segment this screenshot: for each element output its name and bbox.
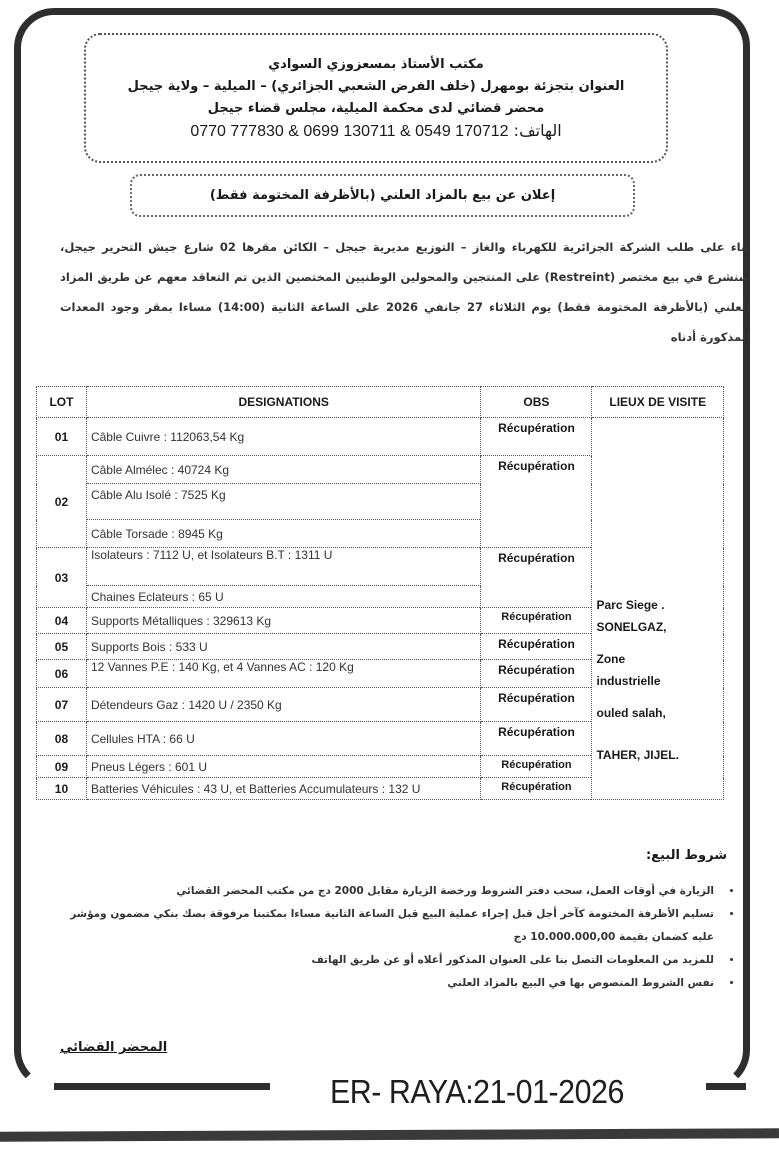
header-lieux: LIEUX DE VISITE <box>592 387 724 418</box>
announcement-title: إعلان عن بيع بالمزاد العلني (بالأظرفة المختومة فقط) <box>130 174 635 217</box>
obs-value: Récupération <box>481 456 592 548</box>
lieu-line: TAHER, JIJEL. <box>596 748 679 762</box>
lieu-line: industrielle <box>596 674 661 688</box>
table-header-row <box>37 387 724 418</box>
designation: Supports Métalliques : 329613 Kg <box>86 608 480 634</box>
lot-number: 08 <box>37 722 87 756</box>
lieu-line: SONELGAZ, <box>596 620 667 634</box>
designation: Cellules HTA : 66 U <box>86 722 480 756</box>
obs-value: Récupération <box>481 722 592 756</box>
lot-number: 03 <box>37 548 87 608</box>
designation: Câble Torsade : 8945 Kg <box>86 520 480 548</box>
designation: Isolateurs : 7112 U, et Isolateurs B.T : 1311 U <box>86 548 480 586</box>
designation: Câble Cuivre : 112063,54 Kg <box>86 418 480 456</box>
lot-number: 04 <box>37 608 87 634</box>
office-phone <box>190 120 561 143</box>
phone-numbers: 0770 777830 & 0699 130711 & 0549 170712 <box>190 122 509 140</box>
bottom-rule <box>0 1128 779 1141</box>
office-name: مكتب الأستاذ بمسعزوزي السوادي <box>268 56 484 72</box>
header-obs: OBS <box>481 387 592 418</box>
designation: Batteries Véhicules : 43 U, et Batteries Accumulateurs : 132 U <box>86 778 480 800</box>
obs-value: Récupération <box>481 660 592 688</box>
designation: 12 Vannes P.E : 140 Kg, et 4 Vannes AC : 120 Kg <box>86 660 480 688</box>
lieux-de-visite <box>592 418 724 800</box>
lieu-line: Zone <box>596 652 626 666</box>
designation: Chaines Eclateurs : 65 U <box>86 586 480 608</box>
designation: Câble Alu Isolé : 7525 Kg <box>86 484 480 520</box>
obs-value: Récupération <box>481 634 592 660</box>
condition-item: • نفس الشروط المنصوص بها في البيع بالمزاد العلني <box>60 972 720 995</box>
phone-label: الهاتف: <box>513 120 562 140</box>
condition-item: • تسليم الأظرفة المختومة كآخر أجل قبل إجراء عملية البيع قبل الساعة الثانية مساءا بمكتبنا مرفوقة بصك بنكي مضمون ومؤشر عليه كضمان بقيمة 10.000.000,00 دج <box>60 903 720 949</box>
office-address: العنوان بتجزئة بومهرل (خلف الفرض الشعبي الجزائري) – الميلية – ولاية جيجل <box>127 78 625 94</box>
condition-item: • الزيارة في أوقات العمل، سحب دفتر الشروط ورخصة الزيارة مقابل 2000 دج من مكتب المحضر القضائي <box>60 880 720 903</box>
condition-item: • للمزيد من المعلومات التصل بنا على العنوان المذكور أعلاه أو عن طريق الهاتف <box>60 949 720 972</box>
lot-number: 07 <box>37 688 87 722</box>
header-lot: LOT <box>37 387 87 418</box>
lots-table <box>36 386 724 800</box>
obs-value: Récupération <box>481 608 592 634</box>
bailiff-header <box>84 33 668 163</box>
designation: Détendeurs Gaz : 1420 U / 2350 Kg <box>86 688 480 722</box>
bailiff-signature: المحضر القضائي <box>60 1040 168 1055</box>
designation: Supports Bois : 533 U <box>86 634 480 660</box>
lot-number: 05 <box>37 634 87 660</box>
office-title: محضر قضائي لدى محكمة الميلية، مجلس قضاء جيجل <box>207 100 545 116</box>
obs-value: Récupération <box>481 418 592 456</box>
obs-value: Récupération <box>481 756 592 778</box>
designation: Pneus Légers : 601 U <box>86 756 480 778</box>
lot-number: 09 <box>37 756 87 778</box>
lot-number: 02 <box>37 456 87 548</box>
publication-reference: ER- RAYA:21-01-2026 <box>330 1073 624 1110</box>
designation: Câble Almélec : 40724 Kg <box>86 456 480 484</box>
frame-bottom-left-rule <box>54 1083 270 1090</box>
frame-bottom-right-rule <box>706 1083 746 1090</box>
lot-number: 06 <box>37 660 87 688</box>
conditions-list <box>60 880 740 995</box>
lieu-line: ouled salah, <box>596 706 666 720</box>
lot-number: 01 <box>37 418 87 456</box>
obs-value: Récupération <box>481 548 592 608</box>
header-designations: DESIGNATIONS <box>86 387 480 418</box>
table-row <box>37 418 724 456</box>
obs-value: Récupération <box>481 688 592 722</box>
lieu-line: Parc Siege . <box>596 598 665 612</box>
conditions-title: شروط البيع: <box>645 848 727 863</box>
obs-value: Récupération <box>481 778 592 800</box>
intro-paragraph: بناء على طلب الشركة الجزائرية للكهرباء والغاز – التوزيع مديرية جيجل – الكائن مقرها 02 شارع جيش التحرير جيجل، سنشرع في بيع مختصر (Restreint) على المنتجين والمحولين الوطنيين المختصين الذين تم التعاقد معهم عن طريق المزاد العلني (بالأظرفة المختومة فقط) يوم الثلاثاء 27 جانفي 2026 على الساعة الثانية (14:00) مساءا بمقر وجود المعدات المذكورة أدناه <box>60 240 751 344</box>
lot-number: 10 <box>37 778 87 800</box>
